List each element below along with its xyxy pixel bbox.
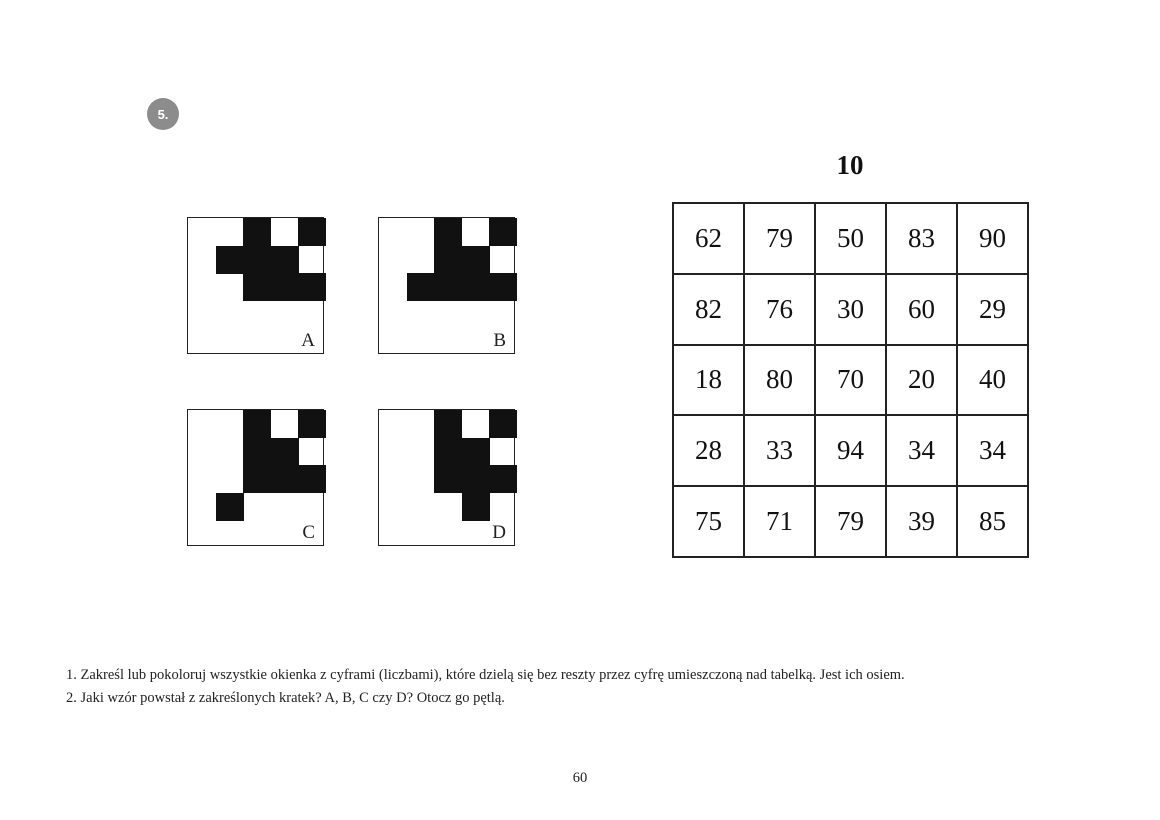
grid-cell[interactable]: 40 [957, 345, 1028, 416]
pattern-cell [462, 246, 490, 274]
exercise-number-badge: 5. [147, 98, 179, 130]
pattern-cell [243, 465, 271, 493]
grid-cell[interactable]: 39 [886, 486, 957, 557]
pattern-cell [462, 438, 490, 466]
grid-cell[interactable]: 94 [815, 415, 886, 486]
option-letter: B [493, 330, 506, 351]
pattern-cell [434, 465, 462, 493]
instruction-line-1: 1. Zakreśl lub pokoloruj wszystkie okienka z cyframi (liczbami), które dzielą się bez reszty przez cyfrę umieszczoną nad tabelką. Jest ich osiem. [66, 667, 905, 683]
pattern-cell [489, 218, 517, 246]
grid-cell[interactable]: 80 [744, 345, 815, 416]
grid-cell[interactable]: 70 [815, 345, 886, 416]
grid-cell[interactable]: 34 [957, 415, 1028, 486]
grid-cell[interactable]: 76 [744, 274, 815, 345]
divisor-heading: 10 [836, 150, 864, 180]
grid-cell[interactable]: 90 [957, 203, 1028, 274]
pattern-cell [243, 218, 271, 246]
pattern-cell [298, 410, 326, 438]
pattern-cell [434, 246, 462, 274]
grid-cell[interactable]: 82 [673, 274, 744, 345]
pattern-cell [243, 410, 271, 438]
grid-cell[interactable]: 85 [957, 486, 1028, 557]
pattern-cell [271, 465, 299, 493]
grid-cell[interactable]: 34 [886, 415, 957, 486]
pattern-cell [216, 246, 244, 274]
grid-cell[interactable]: 79 [744, 203, 815, 274]
grid-cell[interactable]: 28 [673, 415, 744, 486]
pattern-cell [271, 438, 299, 466]
pattern-cell [434, 410, 462, 438]
grid-cell[interactable]: 29 [957, 274, 1028, 345]
grid-cell[interactable]: 83 [886, 203, 957, 274]
pattern-cell [462, 465, 490, 493]
grid-cell[interactable]: 62 [673, 203, 744, 274]
option-c[interactable] [187, 409, 324, 546]
grid-cell[interactable]: 20 [886, 345, 957, 416]
option-b[interactable] [378, 217, 515, 354]
grid-cell[interactable]: 30 [815, 274, 886, 345]
pattern-cell [243, 246, 271, 274]
option-letter: A [301, 330, 315, 351]
option-letter: D [492, 522, 506, 543]
option-letter: C [302, 522, 315, 543]
pattern-cell [489, 465, 517, 493]
grid-cell[interactable]: 79 [815, 486, 886, 557]
option-a[interactable] [187, 217, 324, 354]
pattern-cell [271, 246, 299, 274]
option-d[interactable] [378, 409, 515, 546]
grid-cell[interactable]: 33 [744, 415, 815, 486]
instructions [66, 664, 905, 710]
grid-cell[interactable]: 75 [673, 486, 744, 557]
pattern-cell [243, 438, 271, 466]
pattern-cell [462, 493, 490, 521]
grid-cell[interactable]: 60 [886, 274, 957, 345]
pattern-cell [216, 493, 244, 521]
pattern-cell [271, 273, 299, 301]
pattern-cell [434, 273, 462, 301]
number-grid [672, 202, 1029, 558]
pattern-cell [298, 465, 326, 493]
pattern-cell [489, 410, 517, 438]
grid-cell[interactable]: 18 [673, 345, 744, 416]
page-number: 60 [572, 770, 588, 786]
grid-cell[interactable]: 50 [815, 203, 886, 274]
pattern-cell [434, 218, 462, 246]
pattern-cell [298, 218, 326, 246]
pattern-cell [298, 273, 326, 301]
pattern-cell [434, 438, 462, 466]
grid-cell[interactable]: 71 [744, 486, 815, 557]
instruction-line-2: 2. Jaki wzór powstał z zakreślonych kratek? A, B, C czy D? Otocz go pętlą. [66, 690, 505, 706]
pattern-cell [243, 273, 271, 301]
pattern-cell [407, 273, 435, 301]
pattern-cell [462, 273, 490, 301]
pattern-cell [489, 273, 517, 301]
